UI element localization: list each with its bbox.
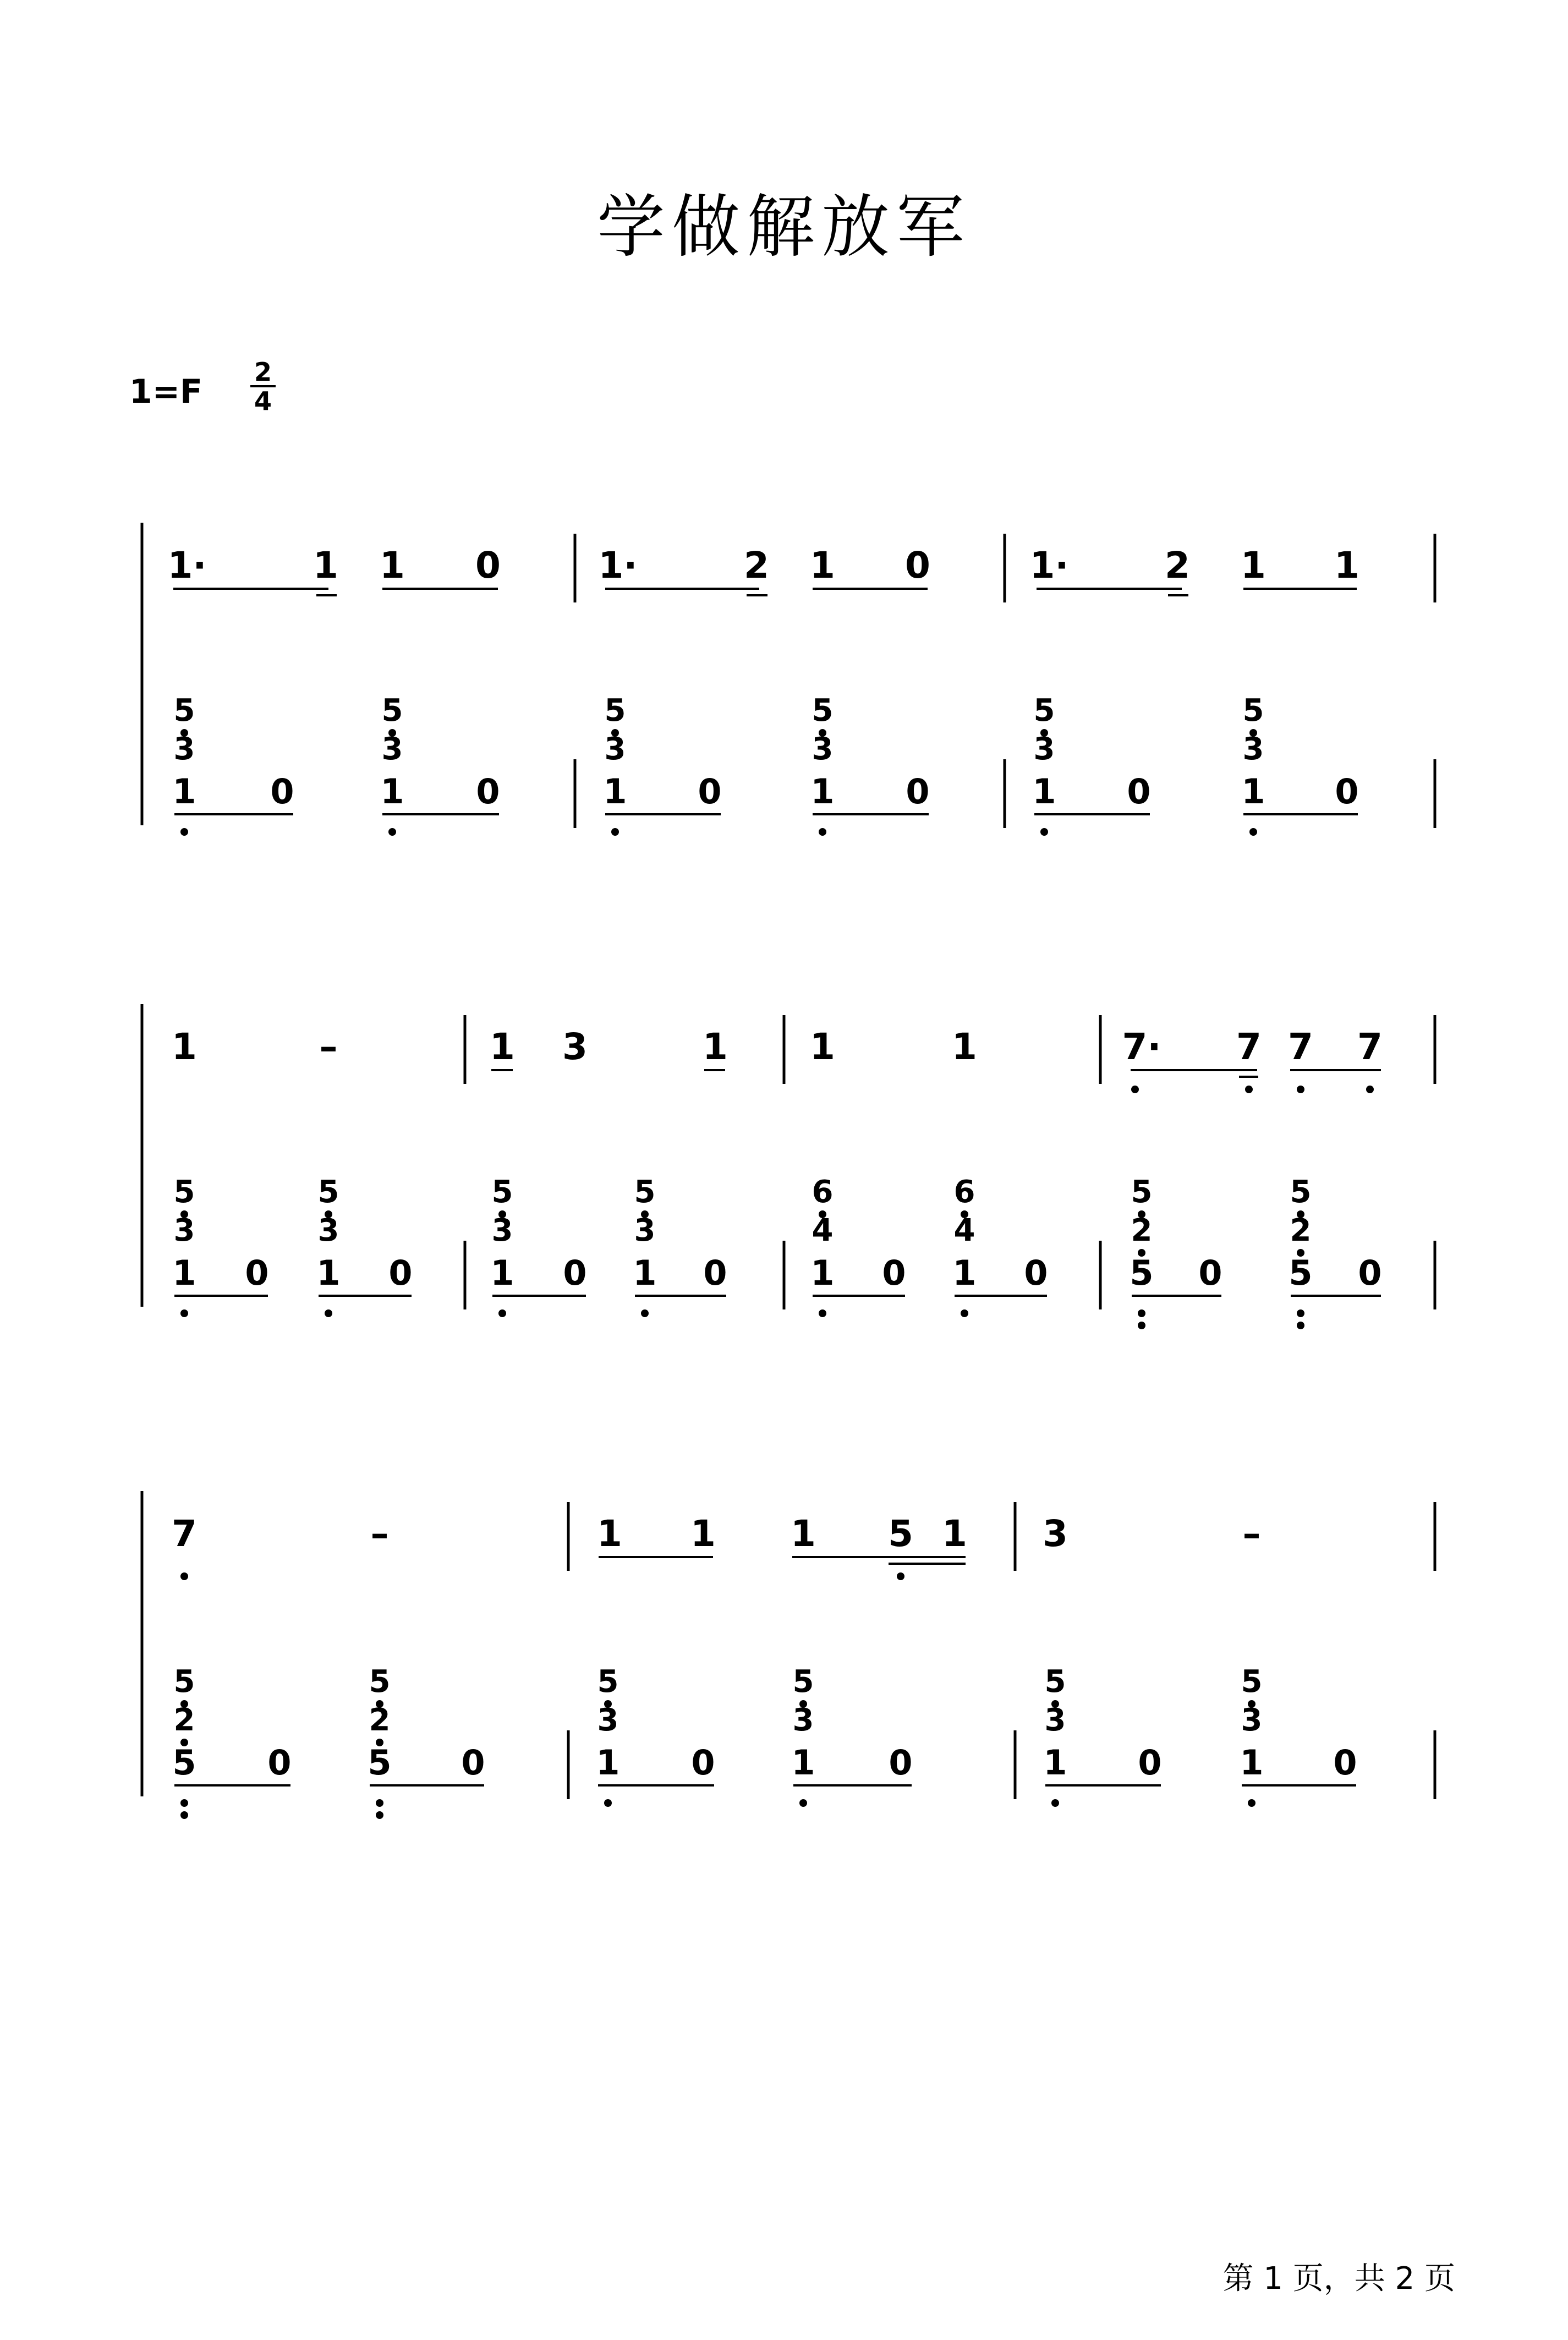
chord-note-top: 5 — [1131, 1174, 1153, 1210]
chord-note-middle: 3 — [792, 1702, 814, 1738]
chord-note-top: 5 — [369, 1664, 391, 1700]
octave-dot — [180, 1811, 188, 1819]
rest: 0 — [1335, 771, 1359, 812]
chord-note-middle: 3 — [381, 731, 403, 767]
rest: 0 — [1333, 1742, 1357, 1783]
octave-dot — [961, 1309, 968, 1317]
octave-dot — [1138, 1309, 1145, 1317]
melody-measure — [172, 1512, 388, 1580]
melody-note: – — [1242, 1512, 1261, 1555]
chord-note-middle: 2 — [369, 1702, 391, 1738]
chord-note-bottom: 1 — [791, 1742, 815, 1783]
chord-note-top: 5 — [491, 1174, 513, 1210]
melody-note: 1 — [1334, 544, 1359, 587]
chord-note-bottom: 1 — [810, 771, 835, 812]
accompaniment-measure — [1032, 693, 1358, 836]
octave-dot — [1366, 1086, 1374, 1093]
octave-dot — [1245, 1086, 1253, 1093]
chord-note-bottom: 5 — [172, 1742, 196, 1783]
melody-measure — [172, 1026, 337, 1068]
chord-note-middle: 3 — [812, 731, 834, 767]
page-footer: 第 1 页，共 2 页 — [1222, 2261, 1455, 2297]
rest: 0 — [270, 771, 294, 812]
melody-note: 1 — [172, 1026, 197, 1068]
chord-note-top: 5 — [1242, 693, 1264, 728]
melody-note: 3 — [562, 1026, 588, 1068]
chord-note-middle: 2 — [1131, 1213, 1153, 1248]
melody-note: 2 — [744, 544, 769, 587]
accompaniment-measure — [172, 1174, 412, 1317]
chord-note-middle: 2 — [1290, 1213, 1312, 1248]
rest: 0 — [889, 1742, 913, 1783]
chord-note-middle: 3 — [1044, 1702, 1066, 1738]
chord-note-top: 5 — [604, 693, 626, 728]
melody-note: 1· — [1029, 544, 1069, 587]
key-signature: 1=F — [129, 372, 203, 411]
chord-note-bottom: 5 — [1130, 1253, 1154, 1293]
chord-note-bottom: 1 — [633, 1253, 657, 1293]
chord-note-middle: 3 — [173, 1213, 195, 1248]
melody-measure — [490, 1026, 728, 1068]
octave-dot — [180, 1572, 188, 1580]
accompaniment-measure — [596, 1664, 912, 1807]
octave-dot — [1249, 828, 1257, 836]
chord-note-top: 5 — [812, 693, 834, 728]
accompaniment-measure — [1043, 1664, 1357, 1807]
melody-note: 1 — [490, 1026, 515, 1068]
melody-measure — [1122, 1026, 1383, 1093]
rest: 0 — [1358, 1253, 1382, 1293]
chord-note-top: 5 — [173, 693, 195, 728]
octave-dot — [1040, 828, 1048, 836]
rest: 0 — [691, 1742, 715, 1783]
chord-note-middle: 3 — [1241, 1702, 1263, 1738]
melody-note: 1 — [597, 1512, 622, 1555]
melody-note: 1 — [313, 544, 338, 587]
chord-note-top: 5 — [634, 1174, 656, 1210]
chord-note-bottom: 1 — [1240, 1742, 1264, 1783]
chord-note-bottom: 1 — [603, 771, 627, 812]
chord-note-top: 5 — [1290, 1174, 1312, 1210]
octave-dot — [897, 1572, 904, 1580]
chord-note-bottom: 5 — [1289, 1253, 1313, 1293]
melody-measure — [597, 1512, 967, 1580]
chord-note-bottom: 1 — [172, 1253, 196, 1293]
chord-note-top: 5 — [792, 1664, 814, 1700]
octave-dot — [325, 1309, 332, 1317]
chord-note-bottom: 5 — [368, 1742, 392, 1783]
chord-note-bottom: 1 — [952, 1253, 977, 1293]
chord-note-middle: 3 — [173, 731, 195, 767]
rest: 0 — [563, 1253, 587, 1293]
accompaniment-measure — [1130, 1174, 1381, 1329]
chord-note-bottom: 1 — [1241, 771, 1265, 812]
rest: 0 — [1127, 771, 1151, 812]
chord-note-bottom: 1 — [380, 771, 404, 812]
accompaniment-measure — [490, 1174, 727, 1317]
system — [142, 1004, 1435, 1329]
chord-note-top: 5 — [597, 1664, 619, 1700]
melody-note: 7 — [1357, 1026, 1383, 1068]
chord-note-bottom: 1 — [172, 771, 196, 812]
melody-note: 7 — [172, 1512, 197, 1555]
melody-note: – — [370, 1512, 389, 1555]
rest: 0 — [388, 1253, 413, 1293]
chord-note-top: 5 — [173, 1174, 195, 1210]
melody-note: 1 — [942, 1512, 967, 1555]
chord-note-middle: 3 — [317, 1213, 339, 1248]
chord-note-middle: 3 — [597, 1702, 619, 1738]
chord-note-top: 5 — [381, 693, 403, 728]
melody-note: 7 — [1236, 1026, 1262, 1068]
octave-dot — [180, 828, 188, 836]
chord-note-top: 5 — [1241, 1664, 1263, 1700]
melody-note: 5 — [888, 1512, 913, 1555]
chord-note-bottom: 1 — [596, 1742, 620, 1783]
rest: 0 — [698, 771, 722, 812]
octave-dot — [388, 828, 396, 836]
chord-note-middle: 3 — [634, 1213, 656, 1248]
octave-dot — [799, 1799, 807, 1807]
octave-dot — [1297, 1322, 1304, 1329]
melody-note: 1 — [690, 1512, 716, 1555]
time-signature — [250, 357, 276, 416]
rest: 0 — [1198, 1253, 1222, 1293]
melody-note: 0 — [905, 544, 930, 587]
accompaniment-measure — [172, 693, 500, 836]
melody-note: 2 — [1165, 544, 1190, 587]
octave-dot — [1051, 1799, 1059, 1807]
melody-measure — [168, 544, 501, 587]
rest: 0 — [1024, 1253, 1048, 1293]
time-signature-denominator: 4 — [254, 386, 272, 416]
octave-dot — [1297, 1086, 1304, 1093]
octave-dot — [376, 1799, 383, 1807]
melody-note: 1 — [952, 1026, 977, 1068]
octave-dot — [641, 1309, 649, 1317]
chord-note-middle: 4 — [812, 1213, 834, 1248]
chord-note-bottom: 1 — [1043, 1742, 1067, 1783]
melody-note: 0 — [475, 544, 501, 587]
octave-dot — [180, 1799, 188, 1807]
melody-note: 1 — [791, 1512, 816, 1555]
chord-note-bottom: 1 — [316, 1253, 341, 1293]
chord-note-bottom: 1 — [1032, 771, 1056, 812]
song-title: 学做解放军 — [596, 188, 972, 267]
chord-note-middle: 3 — [604, 731, 626, 767]
chord-note-top: 5 — [173, 1664, 195, 1700]
chord-note-top: 5 — [1033, 693, 1055, 728]
rest: 0 — [1138, 1742, 1162, 1783]
chord-note-top: 6 — [812, 1174, 834, 1210]
rest: 0 — [267, 1742, 292, 1783]
rest: 0 — [476, 771, 500, 812]
accompaniment-measure — [603, 693, 929, 836]
chord-note-top: 6 — [953, 1174, 975, 1210]
system — [142, 523, 1435, 836]
octave-dot — [604, 1799, 612, 1807]
octave-dot — [819, 828, 826, 836]
system — [142, 1491, 1435, 1819]
rest: 0 — [882, 1253, 906, 1293]
chord-note-middle: 4 — [953, 1213, 975, 1248]
octave-dot — [1248, 1799, 1256, 1807]
melody-note: 7· — [1122, 1026, 1161, 1068]
time-signature-numerator: 2 — [254, 357, 272, 387]
melody-measure — [1043, 1512, 1260, 1555]
octave-dot — [1138, 1322, 1145, 1329]
chord-note-middle: 3 — [1033, 731, 1055, 767]
octave-dot — [180, 1309, 188, 1317]
melody-note: 1 — [810, 544, 835, 587]
melody-note: 1· — [167, 544, 207, 587]
rest: 0 — [703, 1253, 727, 1293]
octave-dot — [819, 1309, 826, 1317]
melody-note: 3 — [1043, 1512, 1068, 1555]
melody-note: 7 — [1288, 1026, 1313, 1068]
octave-dot — [611, 828, 619, 836]
music-body — [142, 523, 1435, 1819]
melody-note: 1· — [598, 544, 638, 587]
chord-note-middle: 3 — [1242, 731, 1264, 767]
chord-note-top: 5 — [1044, 1664, 1066, 1700]
melody-measure — [810, 1026, 977, 1068]
melody-measure — [599, 544, 930, 587]
octave-dot — [1297, 1309, 1304, 1317]
chord-note-middle: 3 — [491, 1213, 513, 1248]
chord-note-middle: 2 — [173, 1702, 195, 1738]
melody-note: 1 — [703, 1026, 728, 1068]
accompaniment-measure — [172, 1664, 485, 1819]
octave-dot — [376, 1811, 383, 1819]
octave-dot — [498, 1309, 506, 1317]
melody-note: – — [319, 1026, 338, 1068]
melody-note: 1 — [810, 1026, 835, 1068]
octave-dot — [1131, 1086, 1139, 1093]
rest: 0 — [245, 1253, 269, 1293]
rest: 0 — [461, 1742, 485, 1783]
melody-note: 1 — [1241, 544, 1266, 587]
rest: 0 — [906, 771, 930, 812]
chord-note-top: 5 — [317, 1174, 339, 1210]
chord-note-bottom: 1 — [490, 1253, 514, 1293]
chord-note-bottom: 1 — [810, 1253, 835, 1293]
melody-measure — [1030, 544, 1359, 587]
accompaniment-measure — [810, 1174, 1048, 1317]
melody-note: 1 — [380, 544, 405, 587]
